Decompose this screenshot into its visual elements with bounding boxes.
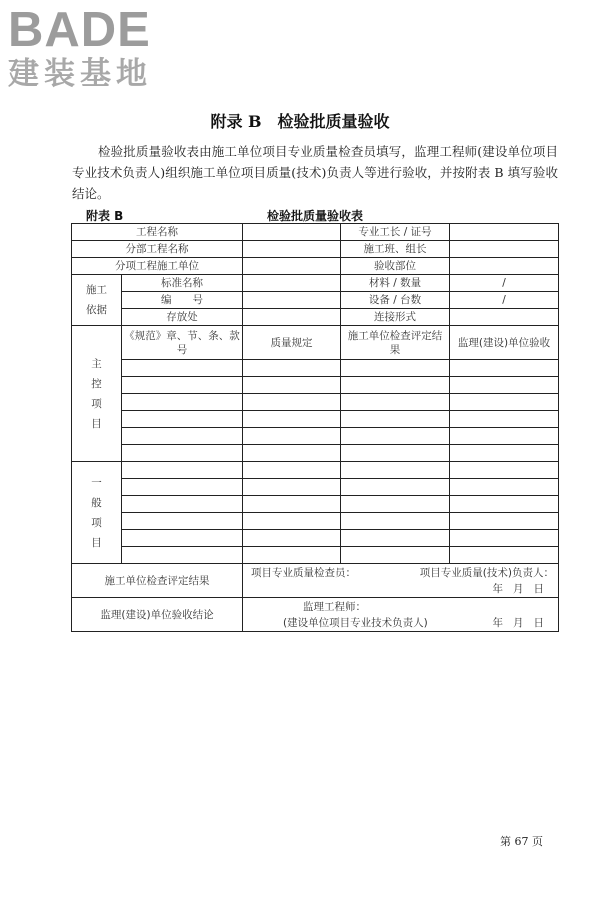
cell-material-value[interactable]: /	[450, 275, 559, 292]
logo-text-cn: 建装基地	[8, 56, 152, 92]
cell-subitem-unit-label: 分项工程施工单位	[72, 258, 243, 275]
main-item-row	[72, 428, 559, 445]
supervisor-engineer-label: 监理工程师：	[303, 601, 366, 613]
owner-tech-head-label: (建设单位项目专业技术负责人)	[283, 617, 428, 629]
table-caption-title: 检验批质量验收表	[266, 209, 363, 223]
hdr-supervise: 监理(建设)单位验收	[450, 326, 559, 360]
cell-subitem-unit-value[interactable]	[243, 258, 341, 275]
cell-foreman-label: 专业工长 / 证号	[341, 224, 450, 241]
cell-connection-label: 连接形式	[341, 309, 450, 326]
main-item-row	[72, 377, 559, 394]
logo-text-en: BADE	[8, 3, 151, 57]
cell-project-name-label: 工程名称	[72, 224, 243, 241]
cell-supervisor-signature[interactable]	[243, 598, 559, 632]
cell-accept-part-label: 验收部位	[341, 258, 450, 275]
cell-serial-label: 编 号	[122, 292, 243, 309]
cell-equipment-label: 设备 / 台数	[341, 292, 450, 309]
general-item-row	[72, 547, 559, 564]
inspector-label: 项目专业质量检查员：	[251, 567, 356, 579]
cell-accept-part-value[interactable]	[450, 258, 559, 275]
cell-equipment-value[interactable]: /	[450, 292, 559, 309]
intro-paragraph: 检验批质量验收表由施工单位项目专业质量检查员填写，监理工程师(建设单位项目专业技术负责人)组织施工单位项目质量(技术)负责人等进行验收，并按附表 B 填写验收结论。	[72, 144, 558, 201]
builder-date: 年月日	[492, 583, 554, 595]
cell-std-name-value[interactable]	[243, 275, 341, 292]
general-item-row	[72, 496, 559, 513]
cell-subpart-value[interactable]	[243, 241, 341, 258]
cell-builder-result-label: 施工单位检查评定结果	[72, 564, 243, 598]
main-item-row	[72, 445, 559, 462]
table-caption-appendix: 附表 B	[86, 209, 124, 223]
main-item-row	[72, 411, 559, 428]
cell-builder-signature[interactable]	[243, 564, 559, 598]
main-item-row	[72, 394, 559, 411]
bade-logo	[8, 3, 183, 92]
supervisor-date: 年月日	[492, 617, 554, 629]
general-item-row	[72, 513, 559, 530]
cell-supervisor-conclusion-label: 监理(建设)单位验收结论	[72, 598, 243, 632]
cell-material-label: 材料 / 数量	[341, 275, 450, 292]
cell-storage-label: 存放处	[122, 309, 243, 326]
cell-subpart-label: 分部工程名称	[72, 241, 243, 258]
cell-team-leader-label: 施工班、组长	[341, 241, 450, 258]
cell-std-name-label: 标准名称	[122, 275, 243, 292]
page-title	[0, 109, 600, 132]
main-item-row	[72, 360, 559, 377]
cell-connection-value[interactable]	[450, 309, 559, 326]
general-item-row	[72, 530, 559, 547]
cell-foreman-value[interactable]	[450, 224, 559, 241]
cell-storage-value[interactable]	[243, 309, 341, 326]
appendix-label: 附录 B	[210, 112, 262, 131]
quality-head-label: 项目专业质量(技术)负责人：	[419, 567, 554, 579]
cell-general-items-label: 一般项目	[72, 462, 122, 564]
hdr-clause: 《规范》章、节、条、款号	[122, 326, 243, 360]
page-number: 第 67 页	[500, 835, 543, 848]
hdr-quality: 质量规定	[243, 326, 341, 360]
cell-project-name-value[interactable]	[243, 224, 341, 241]
cell-serial-value[interactable]	[243, 292, 341, 309]
cell-team-leader-value[interactable]	[450, 241, 559, 258]
cell-main-items-label: 主控项目	[72, 326, 122, 462]
cell-basis-label: 施工依据	[72, 275, 122, 326]
inspection-form-table	[71, 223, 559, 632]
general-item-row	[72, 479, 559, 496]
hdr-check: 施工单位检查评定结果	[341, 326, 450, 360]
title-name: 检验批质量验收	[277, 112, 390, 131]
